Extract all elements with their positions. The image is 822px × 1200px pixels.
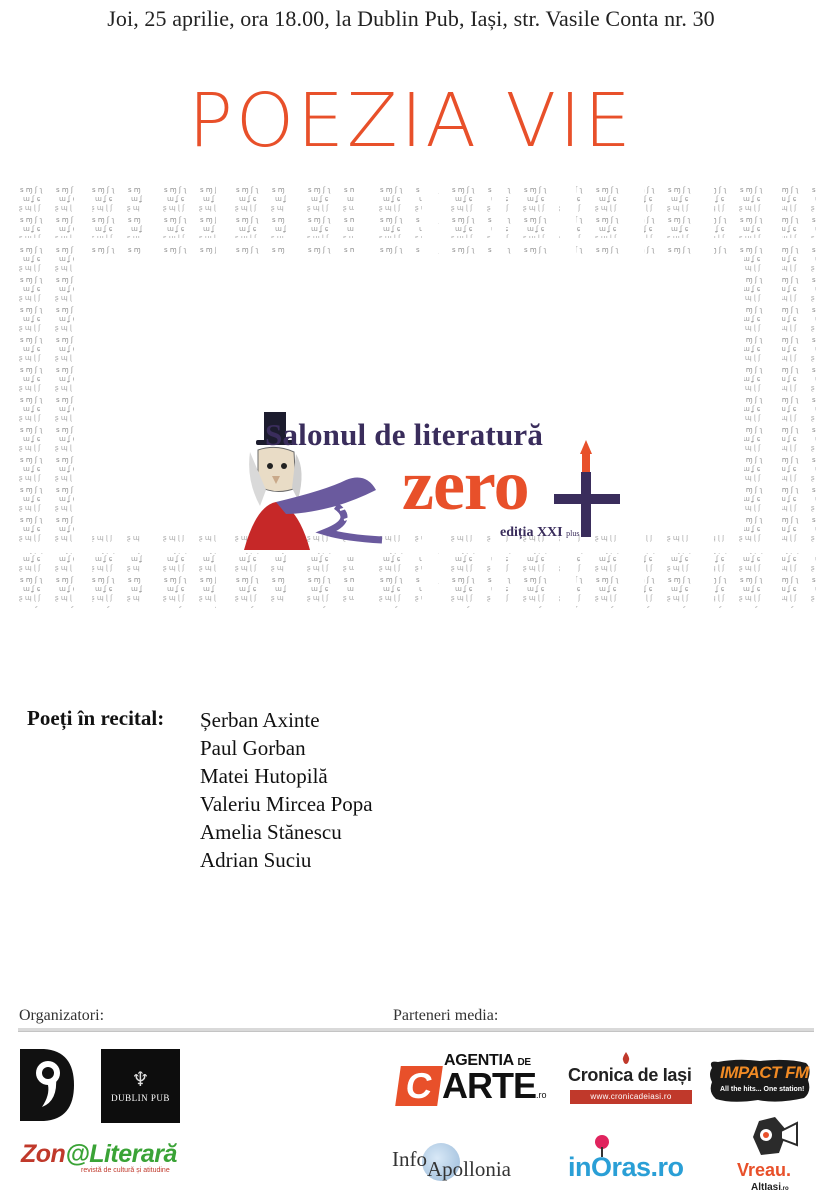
inoras-logo — [566, 1135, 696, 1185]
poet-name: Șerban Axinte — [200, 708, 320, 732]
megaphone-mascot-icon — [749, 1115, 799, 1159]
poet-name: Paul Gorban — [200, 736, 306, 760]
salon-edition-suffix: plus — [566, 529, 580, 538]
event-details: Joi, 25 aprilie, ora 18.00, la Dublin Pub, Iași, str. Vasile Conta nr. 30 — [107, 6, 715, 31]
dublin-pub-logo — [101, 1049, 180, 1123]
cronica-de-iasi-logo — [566, 1052, 694, 1108]
zona-literara-wordmark: Zon@Literară — [21, 1140, 177, 1168]
inoras-wordmark: inOras.ro — [568, 1152, 684, 1182]
salon-edition-text: ediția XXI — [500, 525, 563, 540]
impact-fm-tagline: All the hits... One station! — [720, 1086, 805, 1093]
cronica-name: Cronica de Iași — [568, 1065, 692, 1085]
media-partners-label: Parteneri media: — [393, 1007, 499, 1024]
poet-name: Adrian Suciu — [200, 848, 312, 872]
poet-name: Matei Hutopilă — [200, 764, 328, 788]
impact-fm-logo — [708, 1058, 812, 1104]
vreau-altiasi-logo — [735, 1115, 815, 1195]
harp-icon: ♆ — [131, 1068, 150, 1091]
d9-logo — [18, 1047, 76, 1123]
salon-title: Salonul de literatură — [265, 417, 544, 452]
poet-name: Amelia Stănescu — [200, 820, 342, 844]
impact-fm-name: IMPACT FM — [720, 1063, 809, 1082]
agentia-top-text: AGENTIA DE — [444, 1052, 531, 1069]
sponsors-divider — [18, 1028, 814, 1032]
salon-zero-wordmark: zero — [402, 445, 529, 525]
zona-literara-logo — [21, 1140, 186, 1184]
poets-list — [200, 706, 373, 874]
dublin-pub-name: DUBLIN PUB — [111, 1092, 170, 1103]
zona-literara-subtitle: revistă de cultură și atitudine — [81, 1167, 170, 1174]
salon-edition — [500, 525, 579, 541]
agentia-arte-text: ARTE — [442, 1065, 536, 1106]
info-apollonia-wordmark: InfoApollonia — [392, 1147, 511, 1181]
organizers-label: Organizatori: — [19, 1007, 105, 1024]
agentia-c-mark: C — [395, 1066, 443, 1106]
poster-title: POEZIA VIE — [188, 78, 634, 164]
vreau-wordmark: Vreau. — [737, 1160, 792, 1180]
agentia-de-carte-logo — [398, 1052, 548, 1108]
drop-icon — [622, 1052, 630, 1064]
cronica-url: www.cronicadeiasi.ro — [570, 1090, 692, 1104]
poets-label: Poeți în recital: — [27, 706, 165, 730]
info-apollonia-logo — [392, 1143, 542, 1183]
agentia-ro-text: .ro — [536, 1090, 547, 1100]
poet-name: Valeriu Mircea Popa — [200, 792, 373, 816]
altiasi-wordmark: AltIasi.ro — [751, 1182, 789, 1193]
